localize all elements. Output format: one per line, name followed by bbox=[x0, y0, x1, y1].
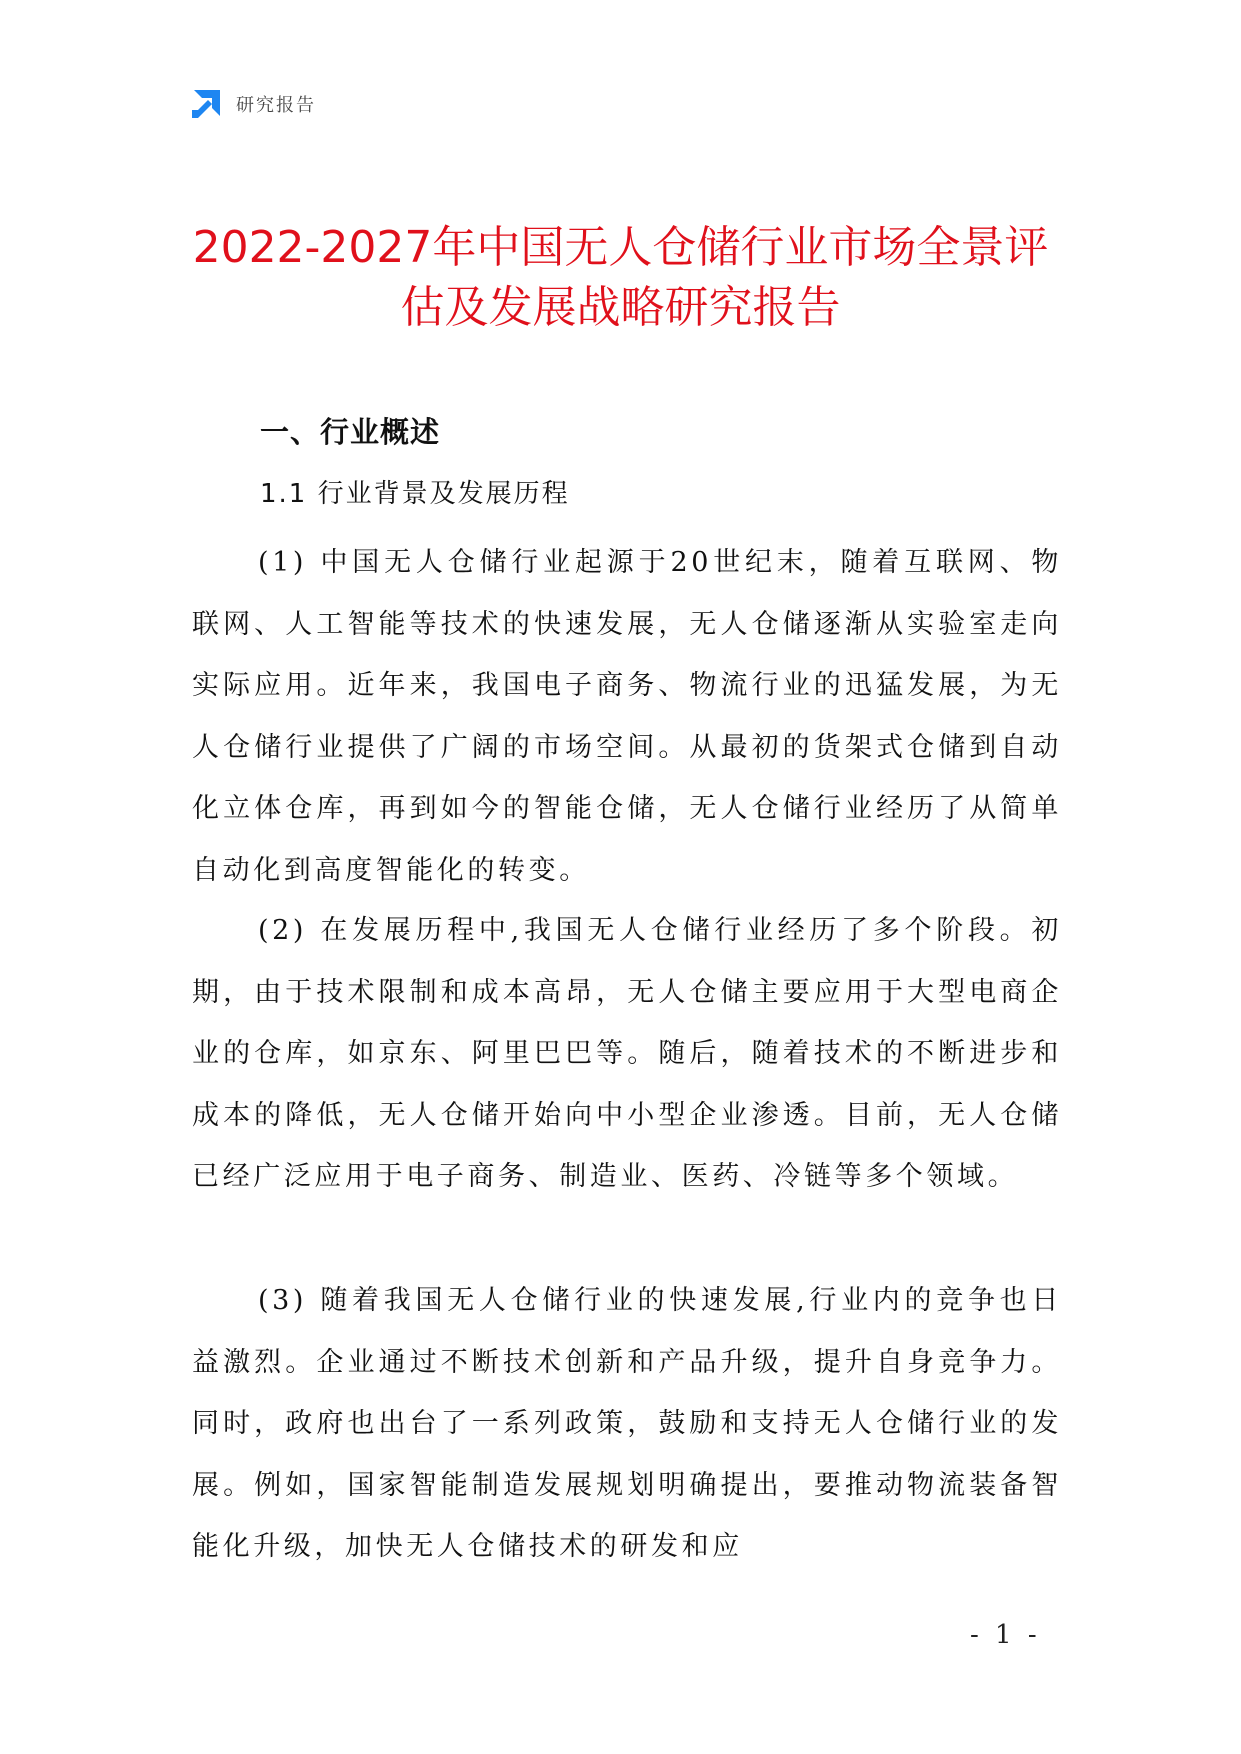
page-number: - 1 - bbox=[970, 1620, 1041, 1650]
paragraph-2: (2) 在发展历程中,我国无人仓储行业经历了多个阶段。初期，由于技术限制和成本高昂，无人仓储主要应用于大型电商企业的仓库，如京东、阿里巴巴等。随后，随着技术的不断进步和成本的降低，无人仓储开始向中小型企业渗透。目前，无人仓储已经广泛应用于电子商务、制造业、医药、冷链等多个领域。 bbox=[192, 915, 1062, 1192]
section-heading: 一、行业概述 bbox=[260, 415, 441, 449]
title-line-2: 估及发展战略研究报告 bbox=[400, 282, 841, 333]
subsection-heading: 1.1 行业背景及发展历程 bbox=[260, 479, 570, 509]
title-line-1: 2022-2027年中国无人仓储行业市场全景评 bbox=[192, 222, 1049, 273]
paragraph-3: (3) 随着我国无人仓储行业的快速发展,行业内的竞争也日益激烈。企业通过不断技术创新和产品升级，提升自身竞争力。同时，政府也出台了一系列政策，鼓励和支持无人仓储行业的发展。例如，国家智能制造发展规划明确提出，要推动物流装备智能化升级，加快无人仓储技术的研发和应 bbox=[192, 1285, 1062, 1562]
document-title bbox=[150, 218, 1091, 338]
paragraph-1: (1) 中国无人仓储行业起源于20世纪末，随着互联网、物联网、人工智能等技术的快速发展，无人仓储逐渐从实验室走向实际应用。近年来，我国电子商务、物流行业的迅猛发展，为无人仓储行业提供了广阔的市场空间。从最初的货架式仓储到自动化立体仓库，再到如今的智能仓储，无人仓储行业经历了从简单自动化到高度智能化的转变。 bbox=[192, 547, 1062, 886]
arrow-up-right-logo-icon bbox=[190, 88, 222, 120]
page-header bbox=[190, 86, 316, 122]
header-label: 研究报告 bbox=[236, 95, 316, 116]
